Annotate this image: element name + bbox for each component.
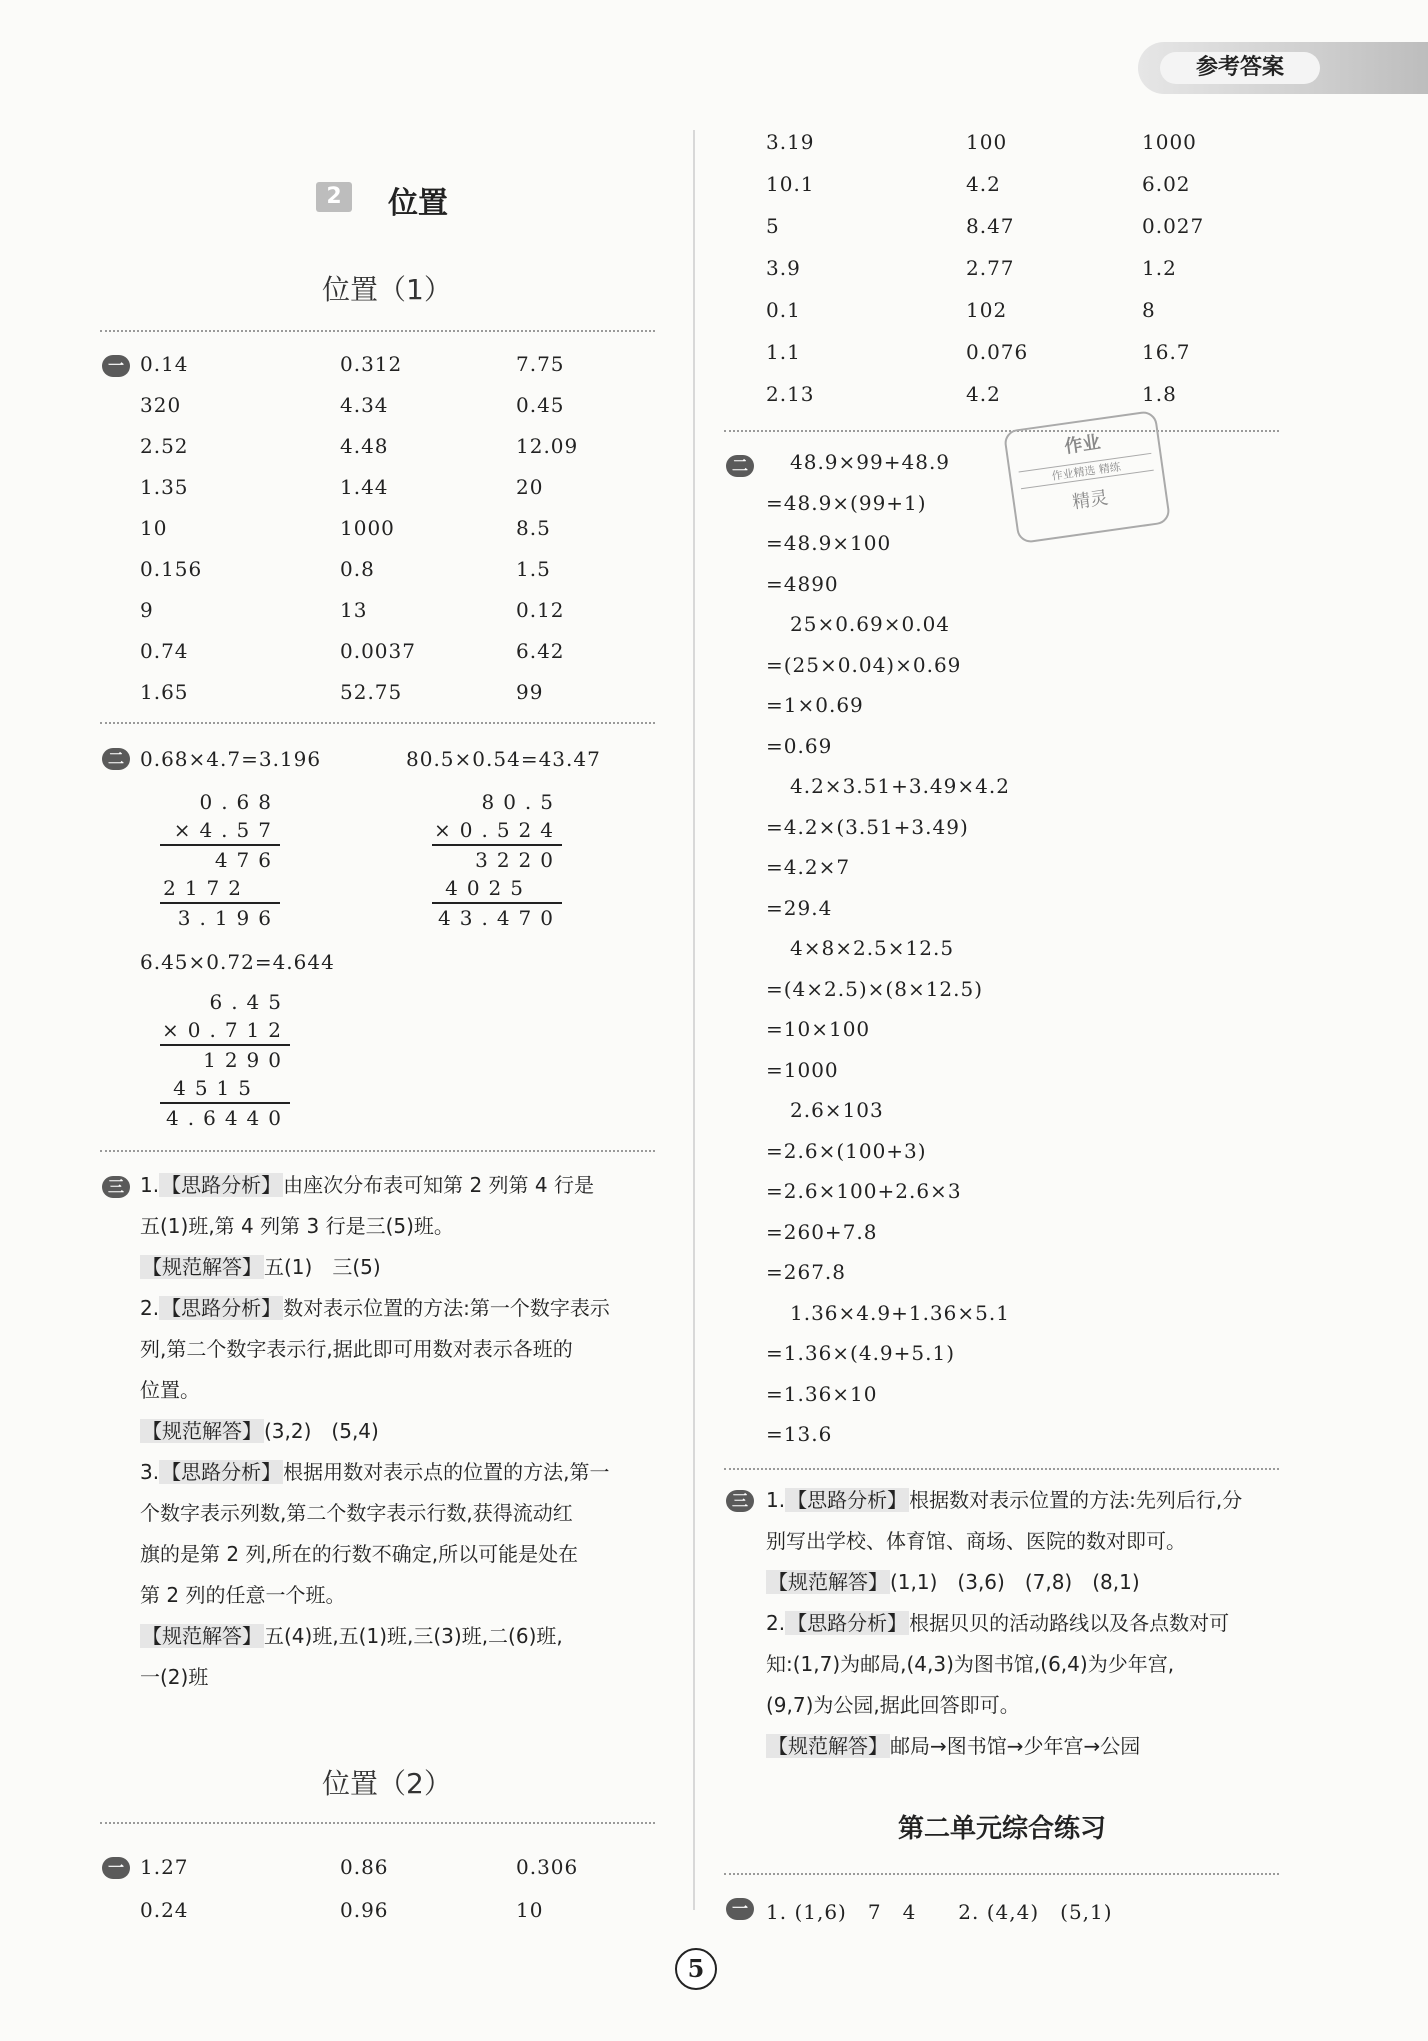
text-line: 数对表示位置的方法:第一个数字表示 xyxy=(283,1296,610,1320)
table-cell: 0.24 xyxy=(140,1898,189,1922)
calc-step: =48.9×(99+1) xyxy=(766,490,927,515)
table-cell: 0.306 xyxy=(516,1855,579,1879)
calc-row: 43.470 xyxy=(438,906,562,930)
question-number: 1. xyxy=(140,1173,160,1197)
table-row xyxy=(766,340,1286,382)
table-row xyxy=(140,516,660,557)
text-line: 列,第二个数字表示行,据此即可用数对表示各班的 xyxy=(140,1337,573,1361)
table-cell: 102 xyxy=(966,298,1008,322)
calc-step: =4.2×(3.51+3.49) xyxy=(766,814,969,839)
watermark-stamp xyxy=(1003,410,1171,544)
table-cell: 1.27 xyxy=(140,1855,189,1879)
text-line: 知:(1,7)为邮局,(4,3)为图书馆,(6,4)为少年宫, xyxy=(766,1652,1175,1676)
table-cell: 1.65 xyxy=(140,680,189,704)
table-cell: 10.1 xyxy=(766,172,815,196)
section-badge: 一 xyxy=(102,355,130,377)
table-cell: 1.8 xyxy=(1142,382,1177,406)
table-cell: 20 xyxy=(516,475,544,499)
table-row xyxy=(140,352,660,393)
answer-key-tab xyxy=(1138,42,1428,94)
page-number: 5 xyxy=(675,1948,717,1990)
table-cell: 1.44 xyxy=(340,475,389,499)
calc-step: 4.2×3.51+3.49×4.2 xyxy=(790,774,1010,798)
calc-step: =1.36×10 xyxy=(766,1381,878,1406)
table-cell: 10 xyxy=(516,1898,544,1922)
lesson1-section3 xyxy=(140,1165,680,1698)
separator xyxy=(724,1873,1279,1875)
calc-step: 4×8×2.5×12.5 xyxy=(790,936,955,960)
table-cell: 100 xyxy=(966,130,1008,154)
table-row xyxy=(140,1898,660,1941)
table-cell: 1.35 xyxy=(140,475,189,499)
unit-review-title: 第二单元综合练习 xyxy=(898,1814,1107,1844)
calc-row: ×4.57 xyxy=(173,818,280,842)
calc-row: 0.68 xyxy=(199,790,280,814)
table-cell: 8.5 xyxy=(516,516,551,540)
calc-step: =29.4 xyxy=(766,895,833,920)
table-cell: 10 xyxy=(140,516,168,540)
table-cell: 0.86 xyxy=(340,1855,389,1879)
text-line: 五(1)班,第 4 列第 3 行是三(5)班。 xyxy=(140,1214,454,1238)
table-cell: 8 xyxy=(1142,298,1156,322)
calc-row: ×0.524 xyxy=(433,818,562,842)
table-cell: 1000 xyxy=(340,516,395,540)
table-cell: 3.19 xyxy=(766,130,815,154)
calc-step: =4.2×7 xyxy=(766,855,851,879)
calc-step: =1000 xyxy=(766,1057,839,1082)
table-cell: 6.02 xyxy=(1142,172,1191,196)
text-line: 根据贝贝的活动路线以及各点数对可 xyxy=(909,1611,1230,1635)
answer-text: (3,2) (5,4) xyxy=(264,1419,379,1443)
table-cell: 1.1 xyxy=(766,340,801,364)
calc-row: 1290 xyxy=(203,1048,290,1072)
stamp-top: 作业 xyxy=(1063,431,1102,458)
calc-step: =(25×0.04)×0.69 xyxy=(766,652,962,677)
table-row xyxy=(766,172,1286,214)
section-badge: 三 xyxy=(102,1176,130,1198)
table-cell: 1000 xyxy=(1142,130,1197,154)
table-row xyxy=(140,475,660,516)
calc-step: =4890 xyxy=(766,571,839,596)
section-badge: 二 xyxy=(102,748,130,770)
calc-step: 1.36×4.9+1.36×5.1 xyxy=(790,1300,1010,1325)
section-badge: 三 xyxy=(726,1490,754,1512)
stamp-mid: 作业精选 精练 xyxy=(1019,453,1154,489)
table-cell: 2.52 xyxy=(140,434,189,458)
calc-step: =10×100 xyxy=(766,1017,871,1041)
analysis-tag: 【思路分析】 xyxy=(787,1611,908,1635)
table-row xyxy=(140,598,660,639)
separator xyxy=(100,1150,655,1152)
table-row xyxy=(766,382,1286,424)
separator xyxy=(100,722,655,724)
section-badge: 一 xyxy=(726,1898,754,1920)
calc-row: ×0.712 xyxy=(161,1018,290,1042)
table-row xyxy=(140,434,660,475)
text-line: 位置。 xyxy=(140,1378,200,1402)
solution-tag: 【规范解答】 xyxy=(142,1624,262,1648)
table-cell: 0.0037 xyxy=(340,639,416,663)
calc-row: 4515 xyxy=(173,1076,260,1100)
separator xyxy=(724,1468,1279,1470)
table-cell: 7.75 xyxy=(516,352,565,376)
solution-tag: 【规范解答】 xyxy=(768,1570,888,1594)
answer-text: 五(4)班,五(1)班,三(3)班,二(6)班, xyxy=(264,1624,563,1648)
table-cell: 320 xyxy=(140,393,182,417)
table-cell: 1.5 xyxy=(516,557,551,581)
separator xyxy=(100,1822,655,1824)
table-cell: 8.47 xyxy=(966,214,1015,238)
column-divider xyxy=(693,130,695,1910)
table-cell: 0.312 xyxy=(340,352,403,376)
stamp-bottom: 精灵 xyxy=(1070,487,1110,514)
table-row xyxy=(140,393,660,434)
solution-tag: 【规范解答】 xyxy=(142,1419,262,1443)
calc-step: =260+7.8 xyxy=(766,1219,878,1244)
table-row xyxy=(766,130,1286,172)
lesson1-title: 位置（1） xyxy=(322,273,452,306)
calc-step: 25×0.69×0.04 xyxy=(790,612,951,636)
table-row xyxy=(140,557,660,598)
table-cell: 3.9 xyxy=(766,256,801,280)
analysis-tag: 【思路分析】 xyxy=(787,1488,908,1512)
answer-text: 五(1) 三(5) xyxy=(264,1255,381,1279)
vertical-calc-1 xyxy=(160,788,280,932)
lesson2-title: 位置（2） xyxy=(322,1767,452,1800)
calc-row: 3220 xyxy=(475,848,562,872)
calc-row: 80.5 xyxy=(481,790,562,814)
table-cell: 6.42 xyxy=(516,639,565,663)
separator xyxy=(724,430,1279,432)
table-cell: 16.7 xyxy=(1142,340,1191,364)
calc-step: =48.9×100 xyxy=(766,531,892,555)
calc-step: =(4×2.5)×(8×12.5) xyxy=(766,976,984,1001)
text-line: 旗的是第 2 列,所在的行数不确定,所以可能是处在 xyxy=(140,1542,579,1566)
section-badge: 二 xyxy=(726,455,754,477)
question-number: 2. xyxy=(140,1296,160,1320)
text-line: 由座次分布表可知第 2 列第 4 行是 xyxy=(283,1173,594,1197)
section-badge: 一 xyxy=(102,1857,130,1879)
solution-tag: 【规范解答】 xyxy=(142,1255,262,1279)
table-cell: 52.75 xyxy=(340,680,403,704)
equation-2: 80.5×0.54=43.47 xyxy=(406,747,601,771)
table-cell: 4.2 xyxy=(966,172,1001,196)
calc-row: 4025 xyxy=(445,876,532,900)
table-cell: 2.77 xyxy=(966,256,1015,280)
table-row xyxy=(766,214,1286,256)
calc-step: =2.6×(100+3) xyxy=(766,1138,927,1163)
table-cell: 1.2 xyxy=(1142,256,1177,280)
solution-tag: 【规范解答】 xyxy=(768,1734,888,1758)
table-cell: 0.12 xyxy=(516,598,565,622)
vertical-calc-2 xyxy=(432,788,562,932)
table-row xyxy=(140,1855,660,1898)
answer-text: (1,1) (3,6) (7,8) (8,1) xyxy=(890,1570,1140,1594)
table-cell: 5 xyxy=(766,214,780,238)
calc-step: =13.6 xyxy=(766,1422,833,1446)
table-cell: 2.13 xyxy=(766,382,815,406)
calc-row: 2172 xyxy=(163,876,250,900)
table-row xyxy=(140,680,660,721)
calc-row: 3.196 xyxy=(177,906,280,930)
lesson2-section3 xyxy=(766,1480,1306,1767)
answer-key-label: 参考答案 xyxy=(1160,52,1320,84)
vertical-calc-3 xyxy=(160,988,290,1132)
table-cell: 4.48 xyxy=(340,434,389,458)
table-cell: 0.076 xyxy=(966,340,1029,364)
calc-step: =1×0.69 xyxy=(766,693,864,717)
review-answers: 1. (1,6) 7 4 2. (4,4) (5,1) xyxy=(766,1900,1113,1924)
table-cell: 0.156 xyxy=(140,557,203,581)
calc-row: 476 xyxy=(214,848,280,872)
calc-step: =267.8 xyxy=(766,1260,847,1284)
table-cell: 0.74 xyxy=(140,639,189,663)
equation-1: 0.68×4.7=3.196 xyxy=(140,747,322,771)
table-cell: 0.027 xyxy=(1142,214,1205,238)
table-cell: 99 xyxy=(516,680,544,704)
table-cell: 12.09 xyxy=(516,434,579,458)
table-row xyxy=(140,639,660,680)
text-line: 根据数对表示位置的方法:先列后行,分 xyxy=(909,1488,1243,1512)
equation-3: 6.45×0.72=4.644 xyxy=(140,950,335,974)
question-number: 2. xyxy=(766,1611,786,1635)
text-line: 第 2 列的任意一个班。 xyxy=(140,1583,346,1607)
table-row xyxy=(766,298,1286,340)
calc-step: 2.6×103 xyxy=(790,1098,884,1122)
chapter-title: 位置 xyxy=(388,186,448,221)
table-cell: 9 xyxy=(140,598,154,622)
table-cell: 0.1 xyxy=(766,298,801,322)
table-cell: 4.2 xyxy=(966,382,1001,406)
calc-row: 6.45 xyxy=(209,990,290,1014)
text-line: (9,7)为公园,据此回答即可。 xyxy=(766,1693,1020,1717)
calc-row: 4.6440 xyxy=(166,1106,290,1130)
calc-step: =0.69 xyxy=(766,733,833,758)
analysis-tag: 【思路分析】 xyxy=(161,1296,282,1320)
answer-text: 一(2)班 xyxy=(140,1665,209,1689)
chapter-number: 2 xyxy=(316,182,352,212)
analysis-tag: 【思路分析】 xyxy=(161,1173,282,1197)
table-cell: 0.96 xyxy=(340,1898,389,1922)
answer-text: 邮局→图书馆→少年宫→公园 xyxy=(890,1734,1141,1758)
table-cell: 0.45 xyxy=(516,393,565,417)
question-number: 3. xyxy=(140,1460,160,1484)
table-cell: 4.34 xyxy=(340,393,389,417)
text-line: 个数字表示列数,第二个数字表示行数,获得流动红 xyxy=(140,1501,573,1525)
table-cell: 0.8 xyxy=(340,557,375,581)
table-cell: 0.14 xyxy=(140,352,189,376)
calc-step: =2.6×100+2.6×3 xyxy=(766,1179,962,1203)
text-line: 别写出学校、体育馆、商场、医院的数对即可。 xyxy=(766,1529,1186,1553)
table-row xyxy=(766,256,1286,298)
text-line: 根据用数对表示点的位置的方法,第一 xyxy=(283,1460,610,1484)
table-cell: 13 xyxy=(340,598,368,622)
calc-step: 48.9×99+48.9 xyxy=(790,450,951,474)
question-number: 1. xyxy=(766,1488,786,1512)
calc-step: =1.36×(4.9+5.1) xyxy=(766,1341,956,1365)
analysis-tag: 【思路分析】 xyxy=(161,1460,282,1484)
separator xyxy=(100,330,655,332)
